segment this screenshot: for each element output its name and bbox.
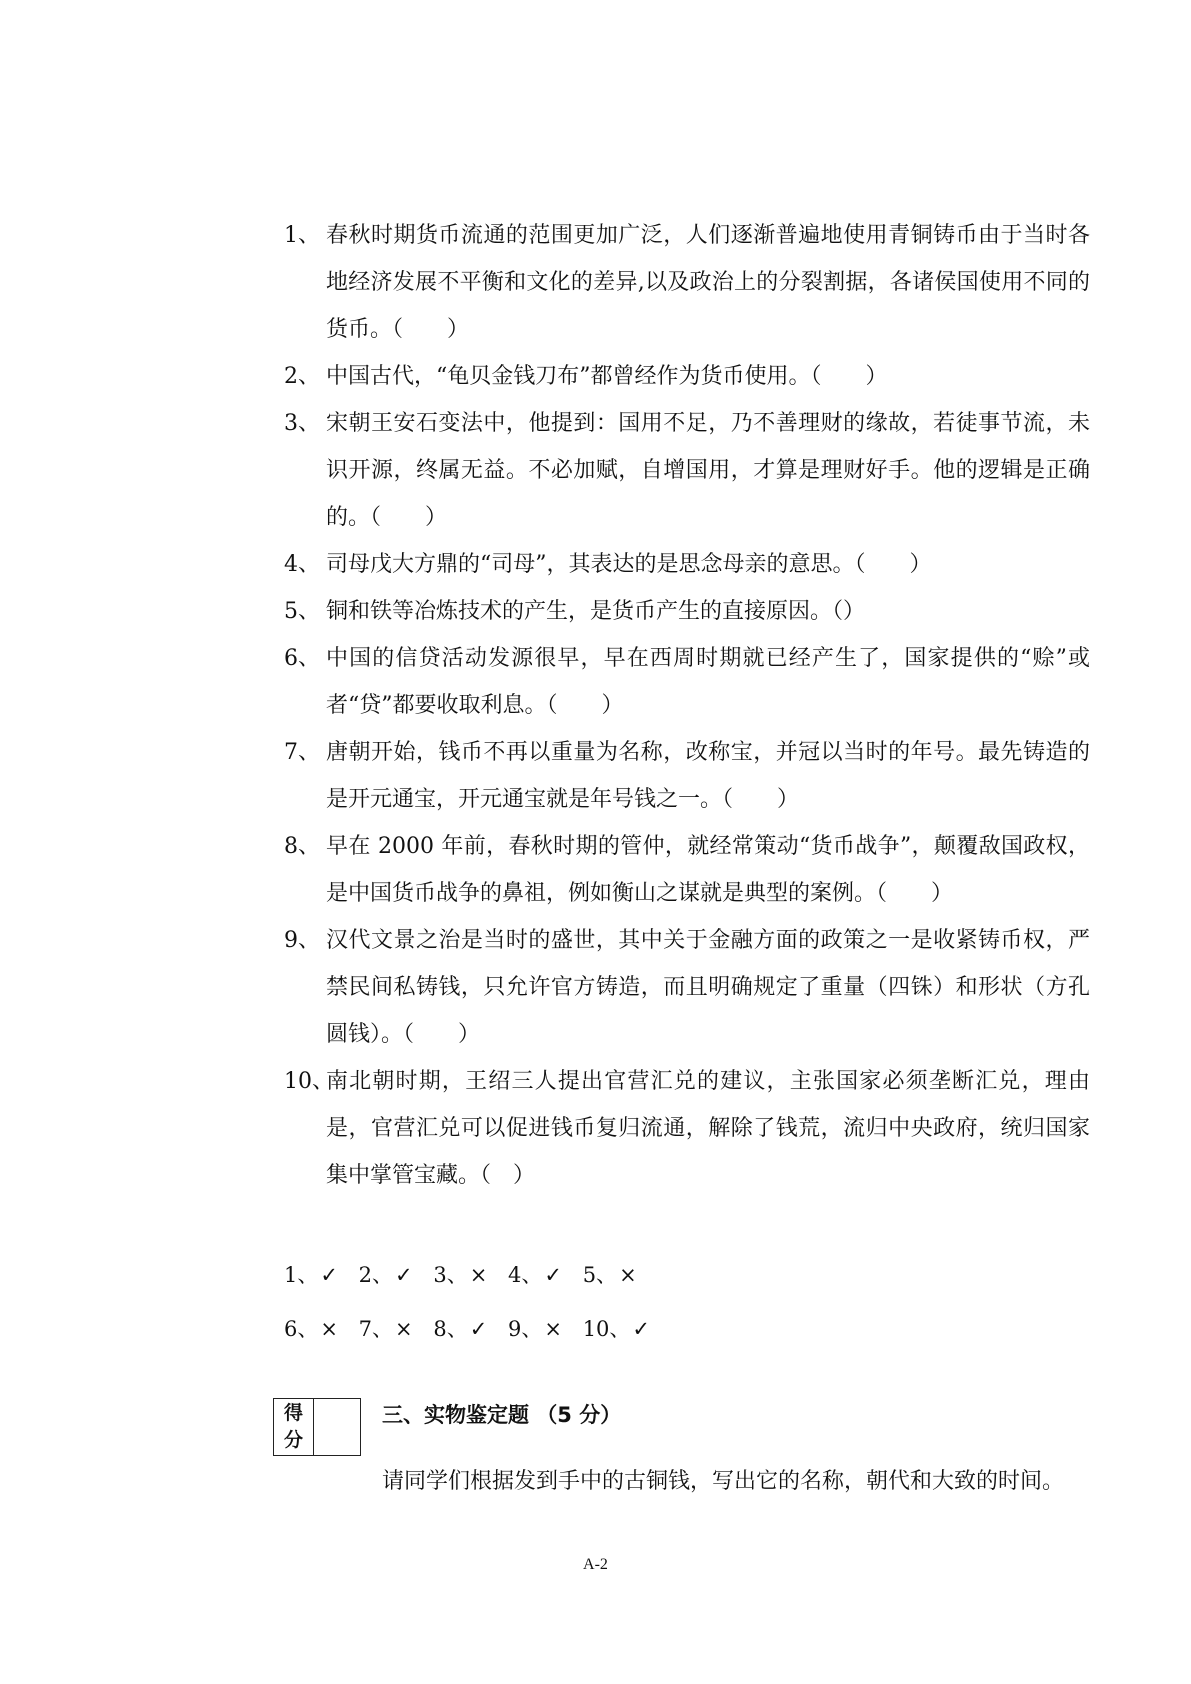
answer-row xyxy=(284,1302,664,1356)
question-text: 汉代文景之治是当时的盛世，其中关于金融方面的政策之一是收紧铸币权，严禁民间私铸钱，只允许官方铸造，而且明确规定了重量（四铢）和形状（方孔圆钱）。（ ） xyxy=(326,928,1090,1047)
score-label xyxy=(274,1399,314,1455)
question-text: 唐朝开始，钱币不再以重量为名称，改称宝，并冠以当时的年号。最先铸造的是开元通宝，开元通宝就是年号钱之一。（ ） xyxy=(326,740,1090,812)
answer-number: 4、 xyxy=(508,1263,543,1287)
answer-item xyxy=(508,1248,562,1302)
answer-mark: × xyxy=(395,1317,413,1341)
question-item-5 xyxy=(284,588,1090,635)
question-item-6 xyxy=(284,635,1090,729)
section-title: 三、实物鉴定题 （5 分） xyxy=(382,1403,622,1427)
question-item-3 xyxy=(284,400,1090,541)
question-text: 春秋时期货币流通的范围更加广泛，人们逐渐普遍地使用青铜铸币由于当时各地经济发展不平衡和文化的差异,以及政治上的分裂割据，各诸侯国使用不同的货币。（ ） xyxy=(326,223,1090,342)
question-item-4 xyxy=(284,541,1090,588)
section-instructions: 请同学们根据发到手中的古铜钱，写出它的名称，朝代和大致的时间。 xyxy=(382,1469,1065,1494)
answer-item xyxy=(433,1248,487,1302)
answer-number: 6、 xyxy=(284,1317,319,1341)
answer-number: 9、 xyxy=(508,1317,543,1341)
answer-mark: ✓ xyxy=(469,1317,488,1341)
question-number: 9、 xyxy=(284,928,320,953)
question-number: 4、 xyxy=(284,552,320,577)
answer-mark: × xyxy=(619,1263,637,1287)
question-item-9 xyxy=(284,917,1090,1058)
question-number: 3、 xyxy=(284,411,320,436)
page-number: A-2 xyxy=(583,1556,608,1573)
answer-number: 8、 xyxy=(433,1317,468,1341)
score-blank-cell[interactable] xyxy=(314,1399,360,1455)
answer-number: 1、 xyxy=(284,1263,319,1287)
answer-item xyxy=(433,1302,487,1356)
question-item-8 xyxy=(284,823,1090,917)
question-item-2 xyxy=(284,353,1090,400)
question-number: 1、 xyxy=(284,223,320,248)
answer-mark: × xyxy=(544,1317,562,1341)
question-text: 早在 2000 年前，春秋时期的管仲，就经常策动“货币战争”，颠覆敌国政权，是中国货币战争的鼻祖，例如衡山之谋就是典型的案例。（ ） xyxy=(326,834,1090,906)
score-label-line: 分 xyxy=(283,1429,303,1451)
answer-item xyxy=(583,1248,637,1302)
question-item-1 xyxy=(284,212,1090,353)
question-item-7 xyxy=(284,729,1090,823)
question-text: 铜和铁等冶炼技术的产生，是货币产生的直接原因。（） xyxy=(326,599,866,624)
answer-mark: ✓ xyxy=(632,1317,651,1341)
answer-number: 5、 xyxy=(582,1263,618,1287)
answer-item xyxy=(508,1302,562,1356)
answer-mark: ✓ xyxy=(395,1263,413,1287)
question-text: 中国古代，“龟贝金钱刀布”都曾经作为货币使用。（ ） xyxy=(326,364,888,389)
answer-row xyxy=(284,1248,664,1302)
question-text: 司母戊大方鼎的“司母”，其表达的是思念母亲的意思。（ ） xyxy=(326,552,932,577)
question-number: 6、 xyxy=(284,646,320,671)
answer-item xyxy=(583,1302,650,1356)
question-text: 中国的信贷活动发源很早，早在西周时期就已经产生了，国家提供的“赊”或者“贷”都要收取利息。（ ） xyxy=(326,646,1090,718)
answer-item xyxy=(359,1302,413,1356)
answer-number: 3、 xyxy=(433,1263,468,1287)
question-number: 5、 xyxy=(284,599,320,624)
question-number: 10、 xyxy=(284,1069,334,1094)
answer-mark: × xyxy=(469,1263,488,1287)
question-text: 宋朝王安石变法中，他提到：国用不足，乃不善理财的缘故，若徒事节流，未识开源，终属无益。不必加赋，自增国用，才算是理财好手。他的逻辑是正确的。（ ） xyxy=(326,411,1090,530)
question-text: 南北朝时期，王绍三人提出官营汇兑的建议，主张国家必须垄断汇兑，理由是，官营汇兑可以促进钱币复归流通，解除了钱荒，流归中央政府，统归国家集中掌管宝藏。（ ） xyxy=(326,1069,1090,1188)
true-false-question-list xyxy=(284,212,1090,1199)
score-box xyxy=(273,1398,361,1456)
answer-number: 2、 xyxy=(358,1263,394,1287)
answer-mark: ✓ xyxy=(320,1263,338,1287)
answer-number: 7、 xyxy=(358,1317,394,1341)
question-number: 2、 xyxy=(284,364,320,389)
answer-number: 10、 xyxy=(582,1317,631,1341)
answer-mark: × xyxy=(320,1317,338,1341)
answer-key xyxy=(284,1248,664,1356)
answer-item xyxy=(284,1248,338,1302)
answer-mark: ✓ xyxy=(544,1263,562,1287)
question-number: 8、 xyxy=(284,834,320,859)
question-number: 7、 xyxy=(284,740,320,765)
answer-item xyxy=(284,1302,338,1356)
question-item-10 xyxy=(284,1058,1090,1199)
answer-item xyxy=(359,1248,413,1302)
score-label-line: 得 xyxy=(283,1402,303,1424)
